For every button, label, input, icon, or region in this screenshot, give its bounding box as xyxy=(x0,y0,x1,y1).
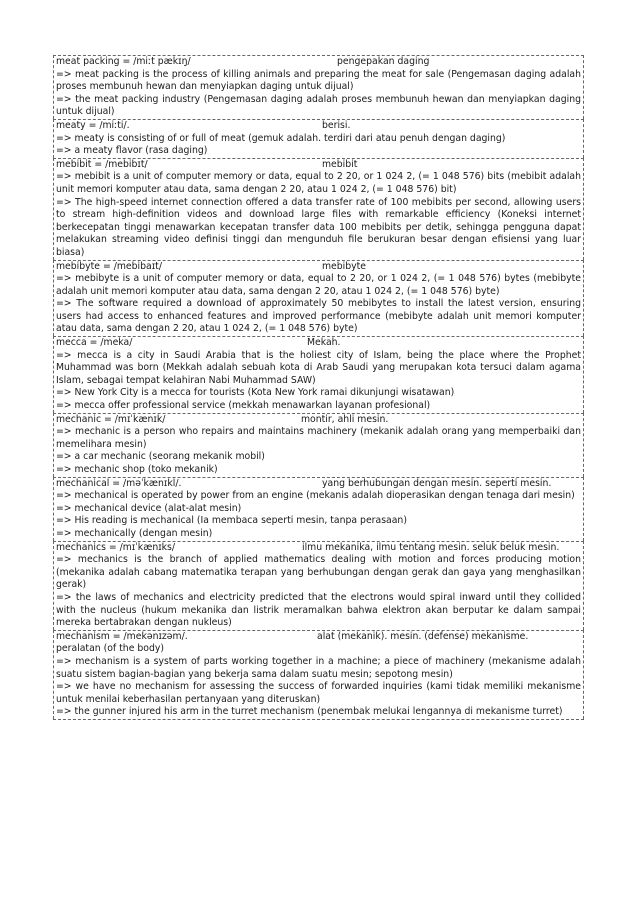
headword: mecca = /meka/ xyxy=(56,337,133,349)
example-line: => The high-speed internet connection offered a data transfer rate of 100 mebibits per second, allowing users to stream high-definition videos and download large files with remarkable efficiency (Koneksi internet berkecepatan tinggi menawarkan kecepatan transfer data 100 mebibits per detik, sehingga pengguna dapat melakukan streaming video definisi tinggi dan mengunduh file berukuran besar dengan efisiensi yang luar biasa) xyxy=(56,196,581,258)
headword: mechanics = /mɪˈkænɪks/ xyxy=(56,541,176,553)
dictionary-entry xyxy=(53,630,584,719)
translation: mebibyte xyxy=(322,260,367,272)
headword: mebibyte = /mebibaɪt/ xyxy=(56,260,162,272)
example-line: => meaty is consisting of or full of meat (gemuk adalah. terdiri dari atau penuh dengan daging) xyxy=(56,132,506,144)
example-line: => mecca offer professional service (mekkah menawarkan layanan profesional) xyxy=(56,400,431,412)
example-line: => His reading is mechanical (Ia membaca seperti mesin, tanpa perasaan) xyxy=(56,515,407,527)
dictionary-entry xyxy=(53,336,584,413)
example-line: => mechanical device (alat-alat mesin) xyxy=(56,502,242,514)
headword: mechanic = /mɪˈkænɪk/ xyxy=(56,413,166,425)
example-line: => mecca is a city in Saudi Arabia that is the holiest city of Islam, being the place where the Prophet Muhammad was born (Mekkah adalah sebuah kota di Arab Saudi yang merupakan kota tersuci dalam agama Islam, sebagai tempat kelahiran Nabi Muhammad SAW) xyxy=(56,349,581,386)
example-line: => a meaty flavor (rasa daging) xyxy=(56,145,208,157)
dictionary-entry xyxy=(53,158,584,260)
example-line: => the laws of mechanics and electricity predicted that the electrons would spiral inward until they collided with the nucleus (hukum mekanika dan listrik meramalkan bahwa elektron akan berputar ke dalam sampai mereka bertabrakan dengan nukleus) xyxy=(56,591,581,629)
example-line: => mechanics is the branch of applied mathematics dealing with motion and forces producing motion (mekanika adalah cabang matematika terapan yang berhubungan dengan gerak dan gaya yang menghasilkan gerak) xyxy=(56,554,581,591)
example-line: => the meat packing industry (Pengemasan daging adalah proses membunuh hewan dan menyiapkan daging untuk dijual) xyxy=(56,93,581,118)
example-line: => mebibyte is a unit of computer memory or data, equal to 2 20, or 1 024 2, (= 1 048 576) bytes (mebibyte adalah unit memori komputer atau data, sama dengan 2 20, atau 1 024 2, (= 1 048 576) byte) xyxy=(56,273,581,297)
translation: montir, ahli mesin. xyxy=(301,413,389,425)
headword: mebibit = /mebibɪt/ xyxy=(56,158,148,170)
headword: mechanism = /mekənɪzəm/. xyxy=(56,630,188,642)
dictionary-entry xyxy=(53,260,584,337)
headword: meaty = /miːti/. xyxy=(56,119,130,131)
translation: Mekah. xyxy=(307,337,341,349)
dictionary-entry xyxy=(53,541,584,630)
example-line: => mechanical is operated by power from an engine (mekanis adalah dioperasikan dengan tenaga dari mesin) xyxy=(56,490,575,502)
example-line: => mechanism is a system of parts working together in a machine; a piece of machinery (mekanisme adalah suatu sistem bagian-bagian yang bekerja sama dalam suatu mesin; sepotong mesin) xyxy=(56,655,581,680)
translation: ilmu mekanika, ilmu tentang mesin. seluk beluk mesin. xyxy=(302,541,560,553)
example-line: => a car mechanic (seorang mekanik mobil) xyxy=(56,451,265,463)
translation: yang berhubungan dengan mesin. seperti mesin. xyxy=(322,477,552,489)
dictionary-entry xyxy=(53,55,584,119)
headword: meat packing = /miːt pækɪŋ/ xyxy=(56,56,191,67)
example-line: => mechanic shop (toko mekanik) xyxy=(56,464,218,475)
translation: berisi. xyxy=(322,119,351,131)
example-line: => meat packing is the process of killing animals and preparing the meat for sale (Pengemasan daging adalah proses membunuh hewan dan menyiapkan daging untuk dijual) xyxy=(56,68,581,93)
translation: mebibit xyxy=(322,158,358,170)
example-line: => mechanic is a person who repairs and maintains machinery (mekanik adalah orang yang memperbaiki dan memelihara mesin) xyxy=(56,426,581,450)
example-line: => The software required a download of approximately 50 mebibytes to install the latest version, ensuring users had access to enhanced features and improved performance (mebibyte adalah unit memori komputer atau data, sama dengan 2 20, atau 1 024 2, (= 1 048 576) byte) xyxy=(56,298,581,335)
dictionary-entry xyxy=(53,119,584,158)
dictionary-entry xyxy=(53,413,584,477)
dictionary-entry xyxy=(53,477,584,541)
dictionary-page xyxy=(53,55,584,720)
example-line: => mechanically (dengan mesin) xyxy=(56,527,213,539)
headword: mechanical = /məˈkænɪkl/. xyxy=(56,477,182,489)
example-line: => we have no mechanism for assessing the success of forwarded inquiries (kami tidak memiliki mekanisme untuk menilai keberhasilan pertanyaan yang diteruskan) xyxy=(56,681,581,705)
example-line: => mebibit is a unit of computer memory or data, equal to 2 20, or 1 024 2, (= 1 048 576) bits (mebibit adalah unit memori komputer atau data, sama dengan 2 20, atau 1 024 2, (= 1 048 576) bit) xyxy=(56,171,581,195)
example-line: => New York City is a mecca for tourists (Kota New York ramai dikunjungi wisatawan) xyxy=(56,387,455,399)
example-line: peralatan (of the body) xyxy=(56,643,164,655)
example-line: => the gunner injured his arm in the turret mechanism (penembak melukai lengannya di mekanisme turret) xyxy=(56,706,563,718)
translation: alat (mekanik). mesin. (defense) mekanisme. xyxy=(317,630,529,642)
translation: pengepakan daging xyxy=(337,56,430,67)
